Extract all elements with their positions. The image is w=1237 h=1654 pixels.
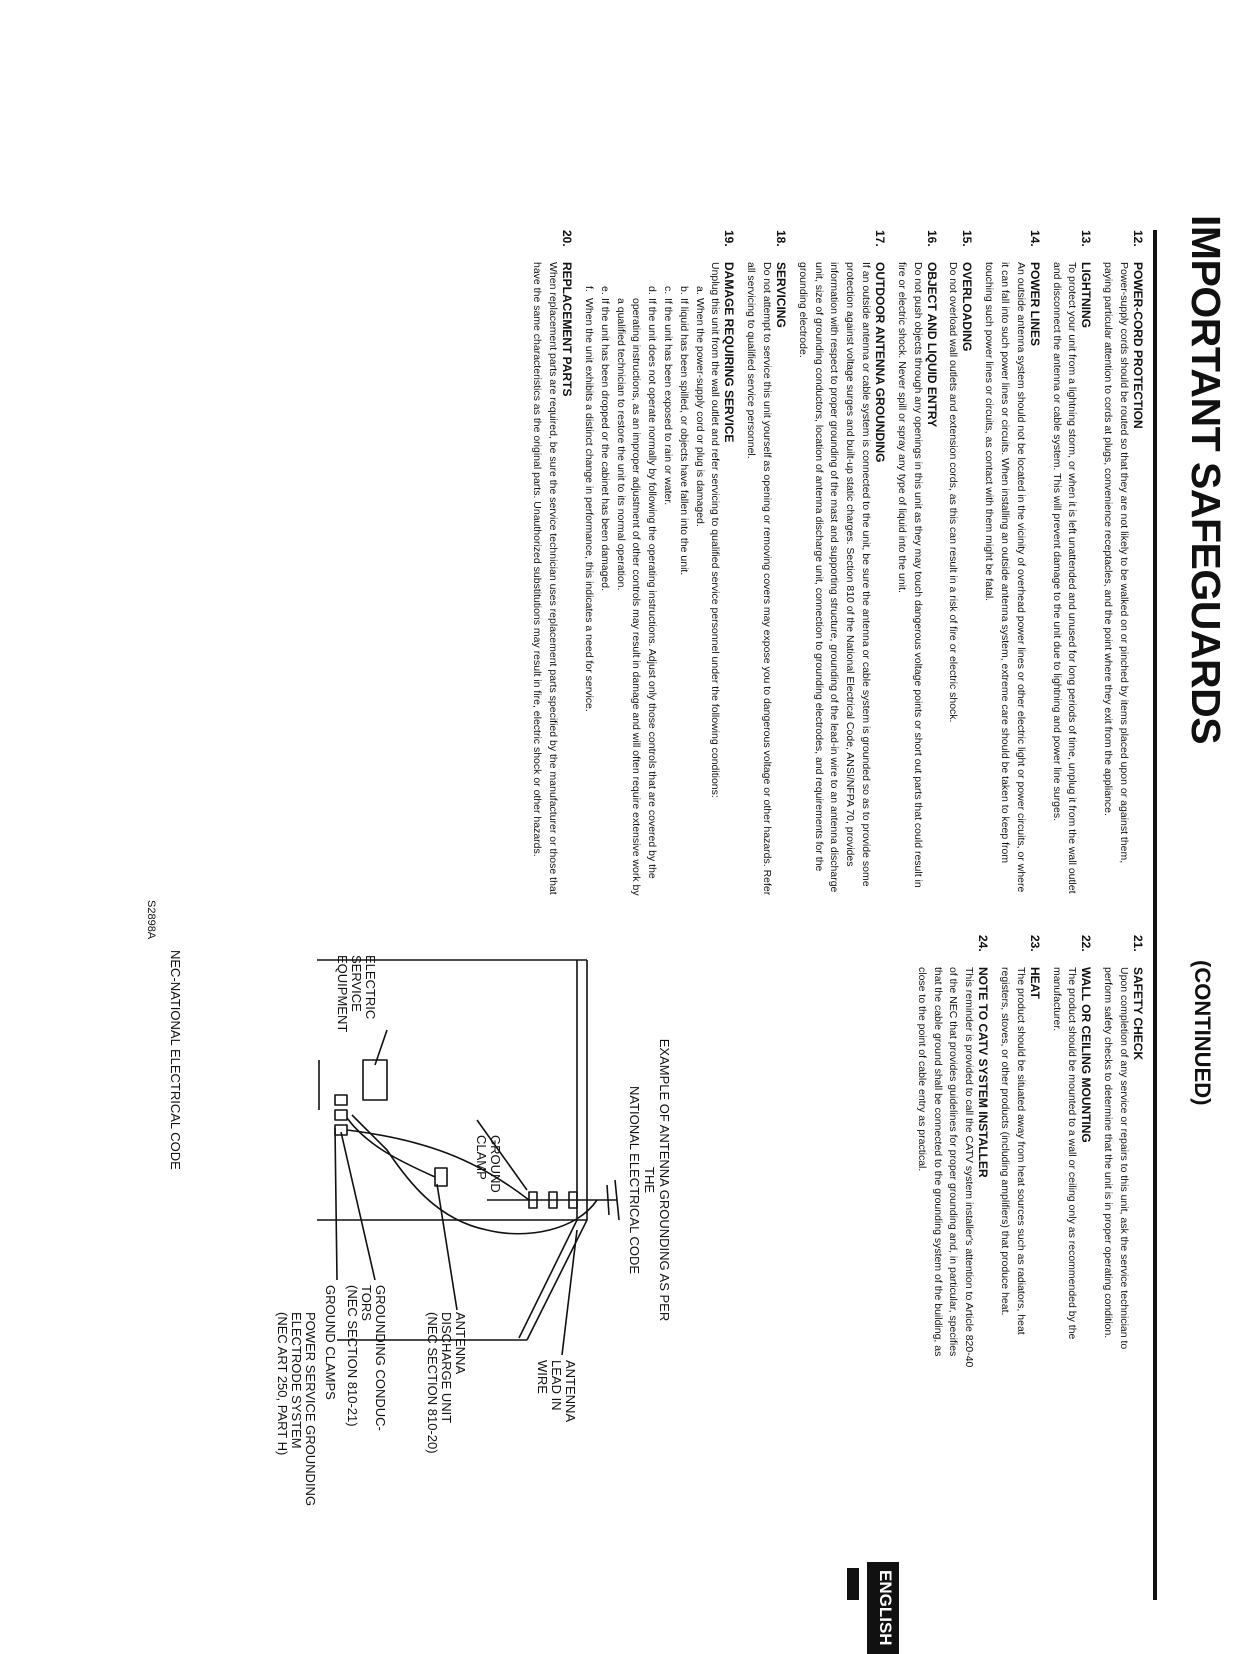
label-line: GROUND [488, 1135, 503, 1193]
item-text: Do not overload wall outlets and extension cords, as this can result in a risk of fire or electric shock. [947, 262, 960, 723]
item-heading: OUTDOOR ANTENNA GROUNDING [873, 262, 888, 463]
label-line: CLAMP [474, 1135, 489, 1180]
item-text: Do not push objects through any openings in this unit as they may touch dangerous voltage points or short out parts that could result in fire or electric shock. Never spill or spray any type of liquid into the unit. [895, 262, 924, 888]
sub-item-key: a. [693, 286, 706, 295]
item-text: To protect your unit from a lightning storm, or when it is left unattended and unused for long periods of time, unplug it from the wall outlet and disconnect the antenna or cable system. This will prevent damage to the unit due to lightning and power line surges. [1050, 262, 1079, 894]
house-roof-edge [519, 1220, 577, 1338]
label-line: DISCHARGE UNIT [439, 1312, 454, 1424]
item-number: 22. [1079, 935, 1094, 952]
safeguard-item [1048, 230, 1094, 896]
item-heading: WALL OR CEILING MOUNTING [1079, 967, 1094, 1143]
sub-item [596, 262, 612, 896]
sub-item-key: e. [598, 286, 611, 295]
label-line: (NEC ART 250, PART H) [275, 1312, 290, 1456]
sub-item-text: When the power-supply cord or plug is damaged. [693, 298, 706, 527]
safeguard-item [580, 230, 736, 896]
label-line: ANTENNA [563, 1360, 578, 1423]
item-heading: LIGHTNING [1079, 262, 1094, 328]
sub-item-text: When the unit exhibits a distinct change in performance, this indicates a need for service. [583, 298, 596, 712]
item-heading: HEAT [1027, 967, 1042, 999]
item-text: If an outside antenna or cable system is connected to the unit, be sure the antenna or cable system is grounded so as to provide some protection against voltage surges and built-up static charges. Section 810 of the National Electrical Code, ANSI/NFPA 70, provides information with respect to proper grounding of the mast and supporting structure, grounding of the lead-in wire to an antenna discharge unit, size of grounding conductors, location of antenna discharge unit, connection to grounding electrodes, and requirements for the grounding electrode. [796, 262, 873, 893]
page-title: IMPORTANT SAFEGUARDS [1183, 215, 1229, 745]
item-number: 21. [1131, 935, 1145, 952]
safeguard-item [1048, 935, 1094, 1375]
item-number: 24. [976, 935, 991, 952]
ground-clamp-box [335, 1110, 347, 1120]
item-text: The product should be mounted to a wall or ceiling only as recommended by the manufacturer. [1050, 967, 1079, 1340]
safeguard-item [794, 230, 887, 896]
sub-item [612, 262, 659, 896]
item-number: 12. [1131, 230, 1145, 247]
sub-item [675, 262, 691, 896]
label-line: POWER SERVICE GROUNDING [303, 1312, 318, 1507]
label-line: SERVICE [349, 955, 364, 1012]
leader-line [437, 1184, 457, 1310]
label-line: ELECTRODE SYSTEM [289, 1312, 304, 1449]
item-number: 13. [1079, 230, 1094, 247]
label-line: NEC-NATIONAL ELECTRICAL CODE [168, 950, 183, 1170]
label-power-service [275, 1312, 317, 1506]
label-electric-service [335, 955, 377, 1032]
label-nec [168, 950, 182, 1170]
ground-clamp-box [335, 1095, 347, 1105]
label-line: TORS [359, 1285, 374, 1321]
label-line: (NEC SECTION 810-21) [345, 1285, 360, 1427]
safeguard-item [1099, 935, 1145, 1375]
safeguard-item [980, 230, 1041, 896]
label-antenna-lead [535, 1360, 577, 1422]
label-grounding-conductors [345, 1285, 387, 1431]
column-right [907, 935, 1145, 1375]
label-line: GROUNDING CONDUC- [373, 1285, 388, 1431]
title-continued: (CONTINUED) [1190, 960, 1215, 1106]
item-heading: SAFETY CHECK [1131, 967, 1145, 1061]
item-text: The product should be situated away from heat sources such as radiators, heat registers, stoves, or other products (including amplifiers) that produce heat. [999, 967, 1027, 1335]
safeguard-item [1099, 230, 1145, 896]
item-text: Upon completion of any service or repairs to this unit, ask the service technician to perform safety checks to determine that the unit is in proper operating condition. [1102, 967, 1130, 1350]
safeguard-item [893, 230, 939, 896]
sub-item-key: f. [583, 286, 596, 292]
label-ground-clamps [323, 1285, 337, 1400]
caption-line: EXAMPLE OF ANTENNA GROUNDING AS PER THE [642, 1038, 672, 1322]
label-line: GROUND CLAMPS [323, 1285, 338, 1400]
item-text: An outside antenna system should not be located in the vicinity of overhead power lines or other electric light or power circuits, or where it can fall into such power lines or circuits. When installing an outside antenna system, extreme care should be taken to keep from touching such power lines or circuits, as contact with them might be fatal. [983, 262, 1027, 893]
item-heading: REPLACEMENT PARTS [560, 262, 575, 397]
safeguard-item [945, 230, 975, 896]
leader-line [335, 1128, 337, 1280]
safeguard-item [996, 935, 1042, 1375]
item-text: Power-supply cords should be routed so that they are not likely to be walked on or pinched by items placed upon or against them, paying particular attention to cords at plugs, convenience receptacles, and the point where they exit from the appliance. [1102, 262, 1130, 864]
sub-item-text: If the unit does not operate normally by following the operating instructions. Adjust only those controls that are covered by the operating instructions, as an improper adjustment of other controls may result in damage and will often require extensive work by a qualified technician to restore the unit to its normal operation. [614, 298, 659, 896]
item-number: 20. [560, 230, 575, 247]
safeguard-item [742, 230, 788, 896]
item-number: 14. [1027, 230, 1042, 247]
item-heading: OVERLOADING [960, 262, 975, 352]
antenna-element [607, 1185, 609, 1215]
item-heading: DAMAGE REQUIRING SERVICE [722, 262, 737, 443]
language-tab-rule [847, 1568, 859, 1600]
item-number: 23. [1027, 935, 1042, 952]
sub-item-text: If liquid has been spilled, or objects have fallen into the unit. [677, 298, 690, 576]
sub-item [691, 262, 707, 896]
sub-item-text: If the unit has been dropped or the cabinet has been damaged. [598, 298, 611, 592]
item-text: This reminder is provided to call the CATV system installer's attention to Article 820-40 of the NEC that provides guidelines for proper grounding and, in particular, specifies that the cable ground shall be connected to the grounding system of the building, as close to the point of cable entry as practical. [915, 967, 976, 1368]
label-ground-clamp [474, 1135, 502, 1193]
header-rule [1153, 230, 1157, 1600]
sub-item-key: b. [677, 286, 690, 295]
item-text: Unplug this unit from the wall outlet and refer servicing to qualified service personnel under the following conditions: [709, 262, 722, 798]
sub-item [659, 262, 675, 896]
label-discharge-unit [425, 1312, 467, 1454]
discharge-unit-box [435, 1168, 447, 1186]
sub-item-key: d. [646, 286, 659, 295]
sub-item [580, 262, 596, 896]
sub-item-text: If the unit has been exposed to rain or water. [662, 298, 675, 506]
label-line: EQUIPMENT [335, 955, 350, 1033]
item-heading: SERVICING [774, 262, 789, 328]
electric-service-box [363, 1060, 387, 1100]
item-heading: NOTE TO CATV SYSTEM INSTALLER [976, 967, 991, 1178]
label-line: WIRE [535, 1360, 550, 1394]
grounding-conductor [347, 1118, 435, 1177]
item-number: 18. [774, 230, 789, 247]
safeguard-item [529, 230, 575, 896]
item-heading: OBJECT AND LIQUID ENTRY [924, 262, 939, 428]
item-text: When replacement parts are required, be sure the service technician uses replacement parts specified by the manufacturer or those that have the same characteristics as the original parts. Unauthorized substitutions may result in fire, electric shock or other hazards. [531, 262, 560, 895]
item-text: Do not attempt to service this unit yourself as opening or removing covers may expose you to dangerous voltage or other hazards. Refer all servicing to qualified service personnel. [745, 262, 774, 896]
language-tab: ENGLISH [867, 1562, 899, 1654]
sub-item-key: c. [662, 286, 675, 295]
item-number: 16. [924, 230, 939, 247]
house-roof-line [527, 960, 587, 1340]
leader-line [341, 1132, 375, 1280]
item-number: 19. [722, 230, 737, 247]
safeguard-item [913, 935, 990, 1375]
item-heading: POWER LINES [1027, 262, 1042, 347]
label-line: (NEC SECTION 810-20) [425, 1312, 440, 1454]
item-number: 15. [960, 230, 975, 247]
label-line: ANTENNA [453, 1312, 468, 1375]
leader-line [562, 1230, 577, 1355]
caption-line: NATIONAL ELECTRICAL CODE [627, 1085, 642, 1275]
label-line: LEAD IN [549, 1360, 564, 1411]
item-number: 17. [873, 230, 888, 247]
document-id: S2898A [145, 900, 157, 940]
item-heading: POWER-CORD PROTECTION [1131, 262, 1145, 429]
label-line: ELECTRIC [363, 955, 378, 1020]
column-left [523, 230, 1145, 896]
